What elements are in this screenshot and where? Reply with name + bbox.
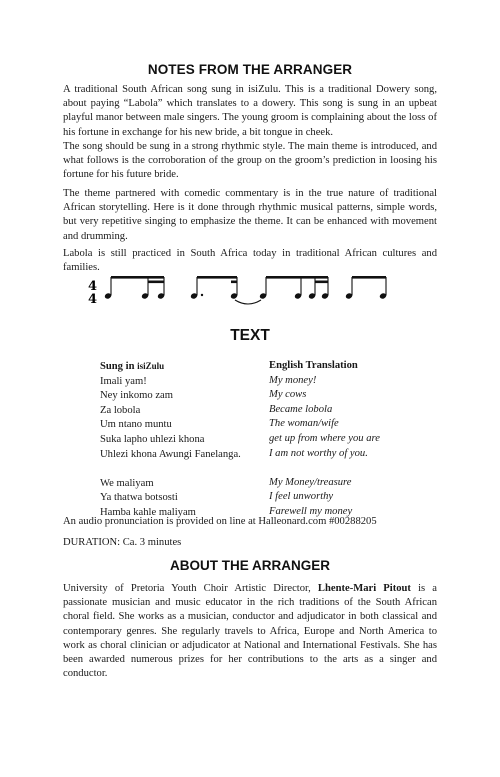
- note-beam: [148, 281, 164, 284]
- english-line: I feel unworthy: [269, 491, 334, 503]
- audio-note: An audio pronunciation is provided on line at Halleonard.com #00288205: [63, 516, 377, 527]
- zulu-line: Imali yam!: [100, 375, 147, 387]
- english-line: I am not worthy of you.: [269, 447, 368, 459]
- duration: DURATION: Ca. 3 minutes: [63, 537, 182, 548]
- note-beam: [197, 276, 237, 279]
- arranger-name: Lhente-Mari Pitout: [317, 583, 411, 594]
- english-line: The woman/wife: [269, 418, 339, 430]
- rhythm-group-2: [190, 276, 238, 300]
- rhythm-group-4: [345, 276, 387, 300]
- zulu-line: Za lobola: [100, 404, 141, 416]
- note-beam: [352, 276, 386, 279]
- rhythm-notation: [85, 272, 415, 310]
- notes-paragraph-4: Labola is still practiced in South Africa today in traditional African cultures and families.: [63, 248, 437, 274]
- note-dot: [201, 294, 203, 296]
- about-body: is a passionate musician and music educator in the rich traditions of the South African choral field. She works as a musician, conductor and adjudicator in both classical and contemporary genres. She regularly travels to Africa, Europe and North America to work as choral clinician or adjudicator at National and International Festivals. She has been awarded numerous prizes for her contributions to the arts as a singer and conductor.: [63, 583, 437, 680]
- zulu-header-main: Sung in: [100, 361, 138, 372]
- about-heading: ABOUT THE ARRANGER: [170, 558, 330, 573]
- stanza-gap: [100, 462, 270, 477]
- about-intro: University of Pretoria Youth Choir Artistic Director,: [63, 583, 318, 594]
- rhythm-group-1: [104, 276, 165, 300]
- note-beam: [266, 276, 328, 279]
- rhythm-group-3: [259, 276, 329, 300]
- english-line: My money!: [269, 374, 317, 386]
- note-beam: [111, 276, 164, 279]
- time-signature-top: 4: [88, 279, 98, 294]
- notes-heading: NOTES FROM THE ARRANGER: [147, 62, 353, 77]
- note-beam: [315, 281, 328, 284]
- notes-paragraph-3: The theme partnered with comedic commentary is in the true nature of traditional African storytelling. Here is it done through rhythmic musical patterns, simple words, but very repetitive singing to emphasize the theme. It can be enhanced with movement and drumming.: [63, 188, 437, 242]
- zulu-line: We maliyam: [100, 477, 154, 489]
- zulu-line: Uhlezi khona Awungi Fanelanga.: [100, 448, 241, 460]
- time-signature-bottom: 4: [88, 292, 98, 307]
- english-column-header: English Translation: [269, 360, 358, 371]
- english-line: Farewell my money: [269, 505, 353, 517]
- english-line: get up from where you are: [269, 432, 380, 444]
- stanza-gap: [269, 461, 469, 476]
- zulu-line: Ya thatwa botsosti: [100, 492, 178, 504]
- english-column: [269, 359, 469, 520]
- zulu-line: Ney inkomo zam: [100, 390, 173, 402]
- about-paragraph: [63, 582, 437, 681]
- notes-paragraph-1: A traditional South African song sung in isiZulu. This is a traditional Dowery song, about paying “Labola” which translates to a dowery. This song is sung in an upbeat playful manor between male singers. The young groom is complaining about the loss of his fortune in exchange for his new bride, a bit tongue in cheek.: [63, 84, 437, 138]
- tie: [235, 300, 261, 304]
- zulu-header-language: isiZulu: [137, 361, 165, 371]
- zulu-line: Suka lapho uhlezi khona: [100, 433, 205, 445]
- text-heading: TEXT: [230, 327, 270, 344]
- zulu-column-header: [100, 359, 270, 375]
- english-line: My Money/treasure: [269, 476, 352, 488]
- zulu-line: Um ntano muntu: [100, 419, 172, 431]
- zulu-line: Hamba kahle maliyam: [100, 506, 196, 518]
- english-line: My cows: [269, 389, 307, 401]
- english-line: Became lobola: [269, 403, 333, 415]
- zulu-column: [100, 359, 270, 521]
- notes-paragraph-2: The song should be sung in a strong rhythmic style. The main theme is introduced, and what follows is the corroboration of the group on the groom’s prediction in loosing his fortune for his future bride.: [63, 141, 437, 181]
- note-beam: [231, 281, 237, 284]
- time-signature: [88, 279, 97, 307]
